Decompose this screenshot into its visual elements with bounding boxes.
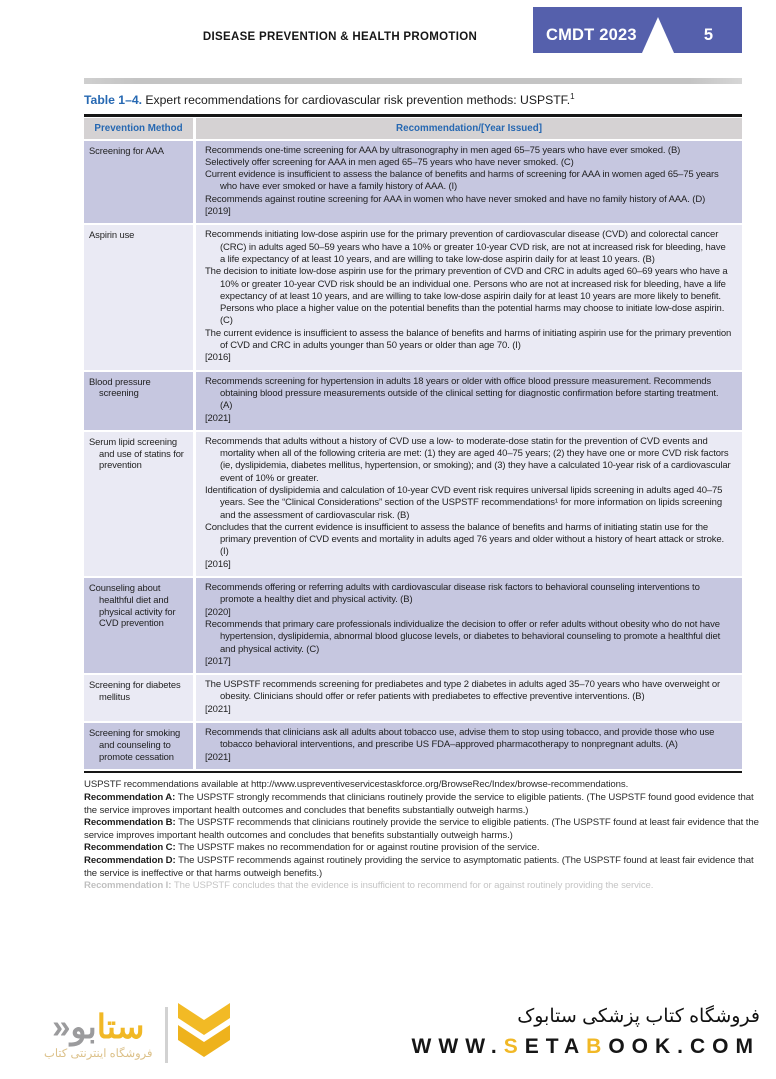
edition-label: CMDT 2023 (546, 26, 637, 44)
prevention-method-label: Screening for AAA (89, 144, 164, 156)
footnote-line: Recommendation B: The USPSTF recommends that clinicians routinely provide the service to eligible patients. (The USPSTF found at least fair evidence that the service improves important health outcomes and concludes that benefits substantially outweigh harms.) (84, 817, 759, 841)
bookstore-url (412, 1035, 760, 1059)
url-segment: OOK.COM (608, 1035, 760, 1058)
footnote-line: Recommendation C: The USPSTF makes no recommendation for or against routine provision of the service. (84, 842, 540, 854)
recommendation-paragraph: Concludes that the current evidence is insufficient to assess the balance of benefits and harms of initiating statin use for the primary prevention of CVD events and mortality in adults aged 76 years and older without a history of heart attack or stroke. (I) (205, 521, 725, 558)
prevention-method-label: Serum lipid screening and use of statins for prevention (89, 435, 184, 471)
table-row (84, 372, 742, 430)
table-bottom-rule (84, 771, 742, 774)
recommendation-cell (196, 675, 742, 721)
recommendation-paragraph: The decision to initiate low-dose aspirin use for the primary prevention of CVD and CRC in adults aged 60–69 years who have a 10% or greater 10-year CVD risk should be an individual one. Persons who are not at increased risk for bleeding, have a life expectancy of at least 10 years, and are willing to take low-dose aspirin daily for at least 10 years are more likely to benefit. Persons who place a higher value on the potential benefits than the potential harms may choose to initiate low-dose aspirin. (C) (205, 266, 728, 327)
footnote-grade-label: Recommendation C: (84, 842, 179, 854)
recommendation-cell (196, 578, 742, 673)
recommendation-paragraph: Recommends screening for hypertension in adults 18 years or older with office blood pressure measurement. Recommends obtaining blood pressure measurements outside of the clinical setting for diagnostic confirmation before starting treatment. (A) (205, 375, 719, 412)
recommendation-paragraph: Recommends that primary care professionals individualize the decision to offer or refer adults without obesity who do not have hypertension, dyslipidemia, abnormal blood glucose levels, or diabetes to behavioral counseling to promote a healthful diet and physical activity. (C) (205, 618, 721, 655)
recommendation-cell (196, 372, 742, 430)
recommendation-cell (196, 432, 742, 576)
prevention-method-label: Screening for smoking and counseling to promote cessation (89, 727, 181, 762)
footnote-line: Recommendation I: The USPSTF concludes that the evidence is insufficient to recommend for or against routinely providing the service. (84, 880, 654, 892)
table-title-text: Expert recommendations for cardiovascular risk prevention methods: USPSTF. (142, 93, 571, 108)
footnote-grade-label: Recommendation A: (84, 792, 178, 804)
prevention-method-cell (84, 578, 196, 673)
bookstore-text-block (412, 1005, 760, 1059)
table-number-label: Table 1–4. (84, 93, 143, 108)
table-title-footnote-marker: 1 (570, 92, 575, 101)
url-segment: WWW. (411, 1035, 504, 1058)
logo-caption: فروشگاه اینترنتی کتاب (44, 1048, 153, 1060)
column-header-prevention-method: Prevention Method (84, 118, 196, 139)
table-top-rule (84, 114, 742, 117)
recommendation-cell (196, 141, 742, 224)
prevention-method-cell (84, 141, 196, 224)
table-body (84, 141, 742, 769)
prevention-method-cell (84, 675, 196, 721)
prevention-method-label: Aspirin use (89, 229, 135, 241)
edition-banner (533, 7, 742, 53)
table-row (84, 578, 742, 673)
recommendation-paragraph: Recommends that adults without a history of CVD use a low- to moderate-dose statin for the prevention of CVD events and mortality when all of the following criteria are met: (1) they are aged 40–75 years; (2) they have one or more CVD risk factors (ie, dyslipidemia, diabetes mellitus, hypertension, or smoking); and (3) they have a calculated 10-year risk of a cardiovascular event of 10% or greater. (205, 435, 731, 484)
prevention-method-label: Counseling about healthful diet and physical activity for CVD prevention (89, 582, 176, 629)
prevention-method-cell (84, 723, 196, 769)
prevention-method-cell (84, 432, 196, 576)
setabook-logo (44, 1003, 230, 1067)
recommendation-paragraph: [2016] (205, 558, 231, 570)
table-footnotes (84, 779, 760, 892)
table-title (84, 92, 742, 107)
recommendation-paragraph: Recommends initiating low-dose aspirin use for the primary prevention of cardiovascular disease (CVD) and colorectal cancer (CRC) in adults aged 50–59 years who have a 10% or greater 10-year CVD risk, are not at increased risk for bleeding, have a life expectancy of at least 10 years, and are willing to take low-dose aspirin daily for at least 10 years. (B) (205, 229, 726, 265)
prevention-method-cell (84, 372, 196, 430)
recommendation-paragraph: Identification of dyslipidemia and calculation of 10-year CVD event risk requires universal lipids screening in adults aged 40–75 years. See the “Clinical Considerations” section of the USPSTF recommendations¹ for more information on lipids screening and the assessment of cardiovascular risk. (B) (205, 484, 723, 521)
prevention-method-cell (84, 225, 196, 369)
wordmark-gray-part: بو« (52, 1008, 97, 1045)
table-row (84, 225, 742, 369)
recommendation-paragraph: The current evidence is insufficient to assess the balance of benefits and harms of initiating aspirin use for the primary prevention of CVD and CRC in adults younger than 50 years or older than age 70. (I) (205, 327, 732, 352)
table-row (84, 432, 742, 576)
page-number: 5 (703, 26, 713, 44)
url-segment: B (586, 1035, 609, 1058)
prevention-method-label: Screening for diabetes mellitus (89, 679, 181, 702)
url-segment: S (503, 1035, 525, 1058)
footnote-line: Recommendation D: The USPSTF recommends against routinely providing the service to asymptomatic patients. (The USPSTF found at least fair evidence that the service is ineffective or that harms outweigh benefits.) (84, 854, 754, 879)
footnote-grade-label: Recommendation D: (84, 854, 179, 866)
bookstore-name: فروشگاه کتاب پزشکی ستابوک (517, 1006, 760, 1027)
recommendation-cell (196, 225, 742, 369)
logo-divider (165, 1007, 168, 1063)
double-chevron-icon (178, 1003, 230, 1067)
table-row (84, 723, 742, 769)
recommendation-paragraph: [2021] (205, 703, 231, 715)
recommendation-paragraph: [2021] (205, 412, 231, 424)
recommendation-paragraph: Recommends offering or referring adults with cardiovascular disease risk factors to behavioral counseling interventions to promote a healthy diet and physical activity. (B) (205, 582, 700, 606)
recommendation-paragraph: [2020] (205, 606, 231, 618)
url-segment: ETA (524, 1035, 587, 1058)
recommendation-paragraph: Selectively offer screening for AAA in men aged 65–75 years who have never smoked. (C) (205, 156, 574, 168)
banner-notch-triangle (642, 17, 674, 53)
footnote-line: Recommendation A: The USPSTF strongly recommends that clinicians routinely provide the service to eligible patients. (The USPSTF found good evidence that the service improves important health outcomes and concludes that benefits substantially outweigh harms.) (84, 792, 754, 816)
recommendation-paragraph: Recommends one-time screening for AAA by ultrasonography in men aged 65–75 years who have ever smoked. (B) (205, 144, 681, 156)
recommendation-cell (196, 723, 742, 769)
recommendation-paragraph: The USPSTF recommends screening for prediabetes and type 2 diabetes in adults aged 35–70 years who have overweight or obesity. Clinicians should offer or refer patients with prediabetes to effective preventive interventions. (B) (205, 679, 721, 703)
section-divider-bar (84, 78, 742, 84)
footnote-line: USPSTF recommendations available at http://www.uspreventiveservicestaskforce.org/BrowseRec/Index/browse-recommendations. (84, 779, 629, 791)
footnote-grade-label: Recommendation B: (84, 817, 179, 829)
logo-wordmark-block (44, 1010, 153, 1060)
table-header-row (84, 118, 742, 139)
logo-wordmark (52, 1010, 144, 1044)
recommendation-paragraph: Current evidence is insufficient to assess the balance of benefits and harms of screening for AAA in women aged 65–75 years who have ever smoked or have a family history of AAA. (I) (205, 169, 719, 193)
recommendation-paragraph: [2016] (205, 352, 231, 364)
wordmark-yellow-part: ستا (96, 1008, 145, 1045)
recommendation-paragraph: Recommends against routine screening for AAA in women who have never smoked and have no family history of AAA. (D) (205, 193, 706, 205)
recommendation-paragraph: Recommends that clinicians ask all adults about tobacco use, advise them to stop using tobacco, and provide those who use tobacco behavioral interventions, and prescribe US FDA–approved pharmacotherapy to nonpregnant adults. (A) (205, 727, 715, 751)
table-section (84, 92, 759, 893)
recommendation-paragraph: [2019] (205, 206, 231, 218)
recommendation-paragraph: [2021] (205, 751, 231, 763)
table-row (84, 675, 742, 721)
running-head: DISEASE PREVENTION & HEALTH PROMOTION (202, 31, 478, 43)
recommendation-paragraph: [2017] (205, 655, 231, 667)
prevention-method-label: Blood pressure screening (89, 375, 151, 399)
column-header-recommendation: Recommendation/[Year Issued] (396, 122, 542, 134)
footnote-grade-label: Recommendation I: (84, 880, 174, 892)
bookstore-watermark (0, 995, 776, 1079)
table-row (84, 141, 742, 224)
